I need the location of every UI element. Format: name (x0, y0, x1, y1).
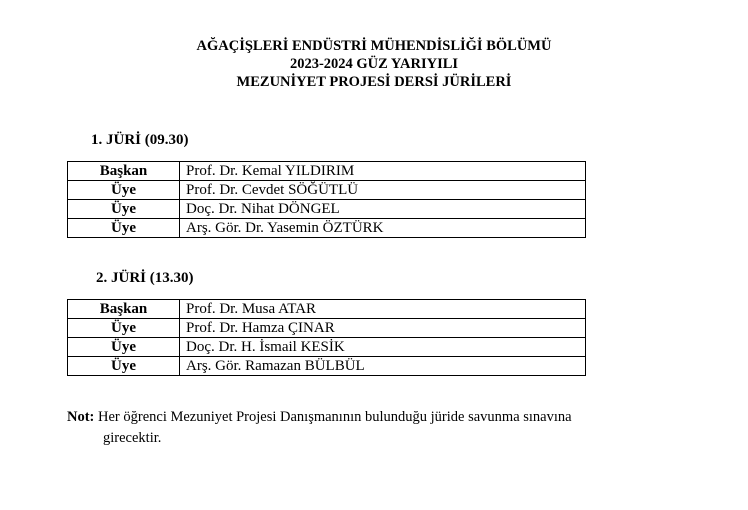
table-row (68, 162, 586, 181)
role-cell: Üye (68, 357, 180, 376)
role-cell: Üye (68, 200, 180, 219)
jury-1-table (67, 161, 586, 238)
note-label: Not: (67, 409, 95, 425)
table-row (68, 200, 586, 219)
course-jury-title: MEZUNİYET PROJESİ DERSİ JÜRİLERİ (236, 74, 512, 90)
table-row (68, 357, 586, 376)
table-row (68, 338, 586, 357)
jury-2-title: 2. JÜRİ (13.30) (96, 270, 194, 286)
note-paragraph (67, 407, 657, 449)
semester-title: 2023-2024 GÜZ YARIYILI (289, 56, 459, 72)
member-name-cell: Prof. Dr. Hamza ÇINAR (180, 319, 586, 338)
member-name-cell: Prof. Dr. Cevdet SÖĞÜTLÜ (180, 181, 586, 200)
note-text-line1: Her öğrenci Mezuniyet Projesi Danışmanının bulunduğu jüride savunma sınavına (94, 409, 572, 425)
member-name-cell: Doç. Dr. Nihat DÖNGEL (180, 200, 586, 219)
member-name-cell: Arş. Gör. Ramazan BÜLBÜL (180, 357, 586, 376)
role-cell: Üye (68, 181, 180, 200)
member-name-cell: Arş. Gör. Dr. Yasemin ÖZTÜRK (180, 219, 586, 238)
note-text-line2: girecektir. (103, 430, 162, 446)
member-name-cell: Prof. Dr. Kemal YILDIRIM (180, 162, 586, 181)
table-row (68, 181, 586, 200)
jury-2-table (67, 299, 586, 376)
role-cell: Üye (68, 319, 180, 338)
department-title: AĞAÇİŞLERİ ENDÜSTRİ MÜHENDİSLİĞİ BÖLÜMÜ (196, 38, 552, 54)
document-header (0, 37, 748, 91)
role-cell: Başkan (68, 162, 180, 181)
role-cell: Üye (68, 338, 180, 357)
table-row (68, 219, 586, 238)
role-cell: Üye (68, 219, 180, 238)
table-row (68, 319, 586, 338)
role-cell: Başkan (68, 300, 180, 319)
member-name-cell: Prof. Dr. Musa ATAR (180, 300, 586, 319)
table-row (68, 300, 586, 319)
member-name-cell: Doç. Dr. H. İsmail KESİK (180, 338, 586, 357)
jury-1-title: 1. JÜRİ (09.30) (91, 132, 189, 148)
